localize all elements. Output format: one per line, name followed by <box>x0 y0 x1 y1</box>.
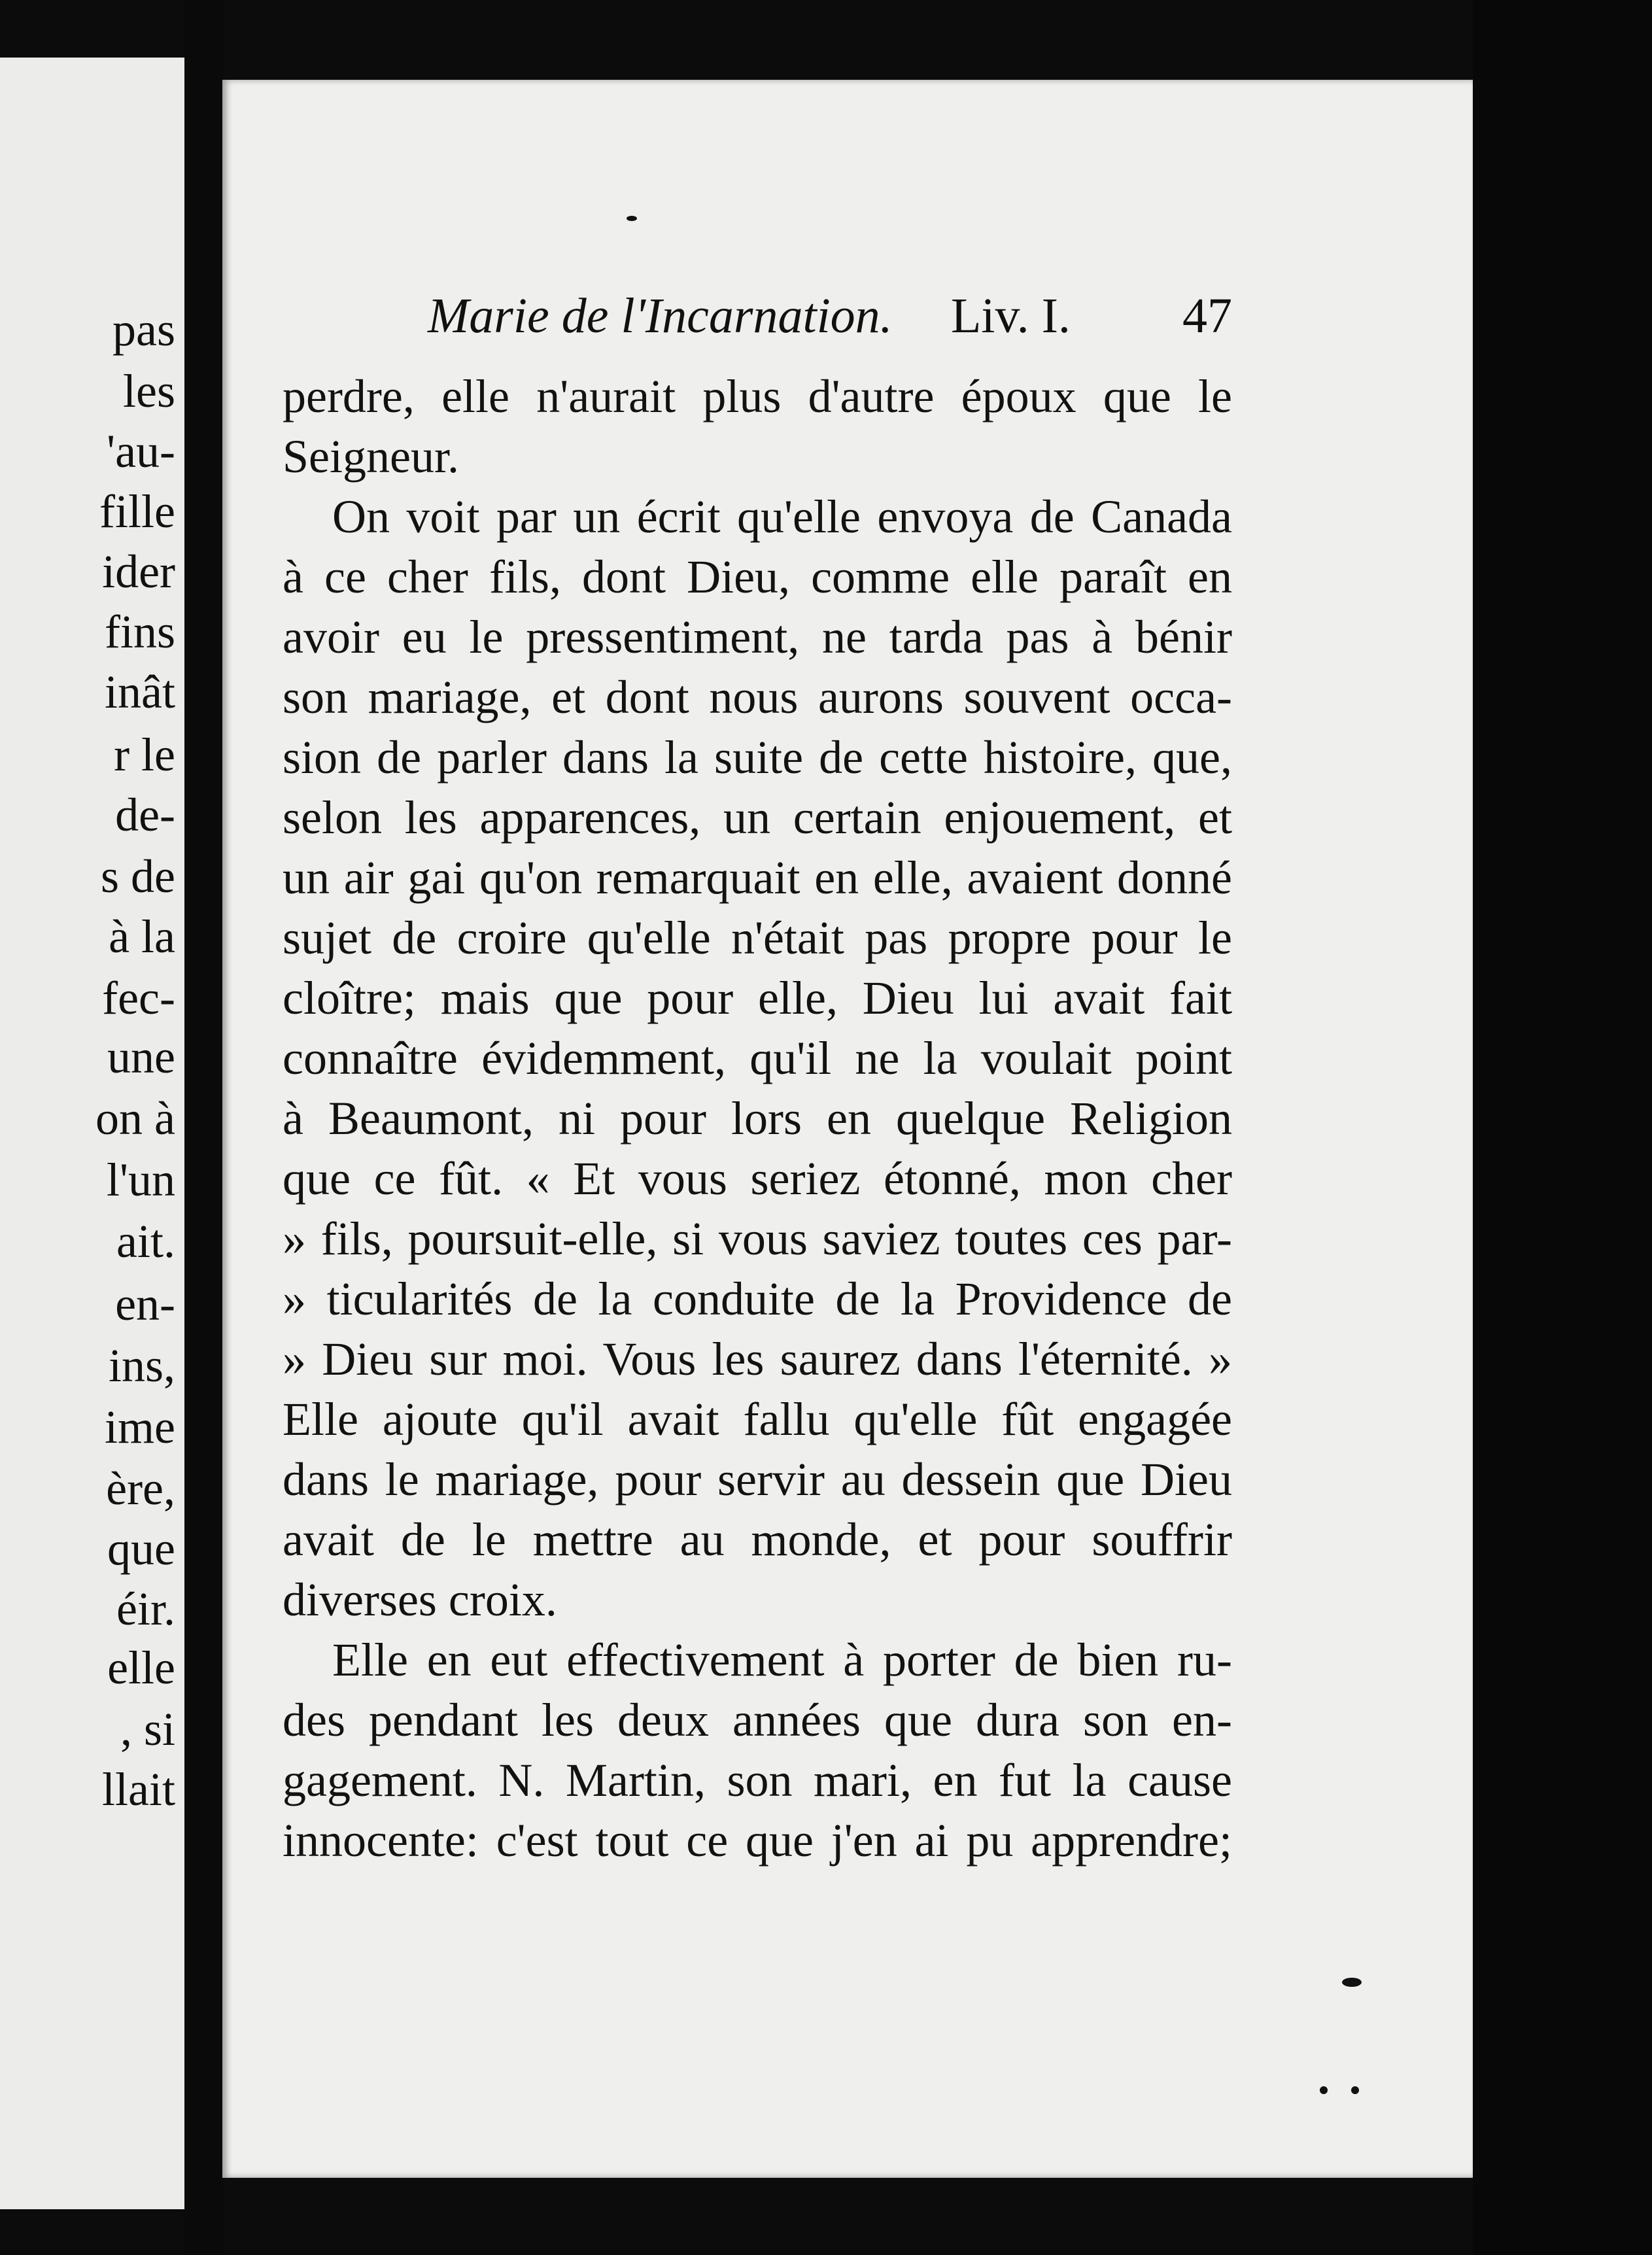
ink-speck <box>1351 2086 1359 2094</box>
text-line: avoir eu le pressentiment, ne tarda pas à bénir <box>283 611 1232 663</box>
text-line: Elle en eut effectivement à porter de bien ru- <box>332 1634 1232 1686</box>
left-page-line-fragment: que <box>107 1523 175 1575</box>
text-line: connaître évidemment, qu'il ne la voulait point <box>283 1032 1232 1084</box>
page-number: 47 <box>1182 288 1232 343</box>
dark-background <box>1473 0 1652 2255</box>
left-page-line-fragment: en- <box>115 1278 175 1330</box>
running-title: Marie de l'Incarnation. <box>428 288 893 343</box>
left-page-line-fragment: ait. <box>116 1215 175 1267</box>
text-line: dans le mariage, pour servir au dessein que Dieu <box>283 1453 1232 1506</box>
left-page-line-fragment: , si <box>120 1703 175 1755</box>
text-line: que ce fût. « Et vous seriez étonné, mon cher <box>283 1152 1232 1205</box>
left-page-line-fragment: une <box>107 1031 175 1083</box>
left-page-line-fragment: fille <box>99 485 175 538</box>
left-page-line-fragment: éir. <box>116 1583 175 1635</box>
left-page-line-fragment: llait <box>102 1763 175 1816</box>
text-line: diverses croix. <box>283 1574 557 1626</box>
left-page-line-fragment: ins, <box>108 1339 175 1392</box>
text-line: innocente: c'est tout ce que j'en ai pu apprendre; <box>283 1814 1232 1867</box>
left-page-line-fragment: ère, <box>106 1462 175 1515</box>
text-line: sujet de croire qu'elle n'était pas propre pour le <box>283 912 1232 964</box>
left-page-line-fragment: l'un <box>107 1154 175 1206</box>
ink-speck <box>1320 2086 1328 2094</box>
book-number: Liv. I. <box>951 288 1071 343</box>
book-gutter <box>184 0 224 2255</box>
text-line: » Dieu sur moi. Vous les saurez dans l'éternité. » <box>283 1333 1232 1385</box>
text-line: Elle ajoute qu'il avait fallu qu'elle fût engagée <box>283 1393 1232 1445</box>
text-line: son mariage, et dont nous aurons souvent occa- <box>283 671 1232 723</box>
left-page-line-fragment: ime <box>105 1401 175 1453</box>
text-line: des pendant les deux années que dura son en- <box>283 1694 1232 1746</box>
text-line: » ticularités de la conduite de la Providence de <box>283 1273 1232 1325</box>
text-line: On voit par un écrit qu'elle envoya de Canada <box>332 491 1232 543</box>
left-page-line-fragment: de- <box>115 789 175 841</box>
text-line: selon les apparences, un certain enjouement, et <box>283 791 1232 844</box>
left-page-line-fragment: ider <box>102 545 175 598</box>
ink-speck <box>627 216 637 221</box>
text-line: un air gai qu'on remarquait en elle, avaient donné <box>283 852 1232 904</box>
left-page-line-fragment: s de <box>101 850 175 903</box>
text-line: perdre, elle n'aurait plus d'autre époux que le <box>283 370 1232 422</box>
ink-speck <box>1342 1978 1362 1987</box>
left-page-line-fragment: pas <box>112 303 175 356</box>
text-line: à ce cher fils, dont Dieu, comme elle paraît en <box>283 551 1232 603</box>
text-line: à Beaumont, ni pour lors en quelque Religion <box>283 1092 1232 1145</box>
left-page-line-fragment: fins <box>105 606 175 658</box>
left-page-line-fragment: r le <box>114 729 175 781</box>
left-page-line-fragment: elle <box>107 1642 175 1694</box>
left-page-line-fragment: les <box>123 365 175 417</box>
text-line: avait de le mettre au monde, et pour souffrir <box>283 1513 1232 1566</box>
left-page-line-fragment: à la <box>109 910 175 963</box>
left-facing-page <box>0 58 184 2209</box>
running-header <box>428 288 1236 353</box>
text-line: gagement. N. Martin, son mari, en fut la cause <box>283 1754 1232 1806</box>
left-page-line-fragment: inât <box>105 666 175 718</box>
text-line: » fils, poursuit-elle, si vous saviez toutes ces par- <box>283 1213 1232 1265</box>
left-page-line-fragment: 'au- <box>107 425 175 477</box>
text-line: Seigneur. <box>283 430 459 483</box>
text-line: cloître; mais que pour elle, Dieu lui avait fait <box>283 972 1232 1024</box>
body-text <box>283 366 1232 1870</box>
text-line: sion de parler dans la suite de cette histoire, que, <box>283 731 1232 783</box>
left-page-line-fragment: fec- <box>102 972 175 1024</box>
left-page-line-fragment: on à <box>95 1092 175 1145</box>
